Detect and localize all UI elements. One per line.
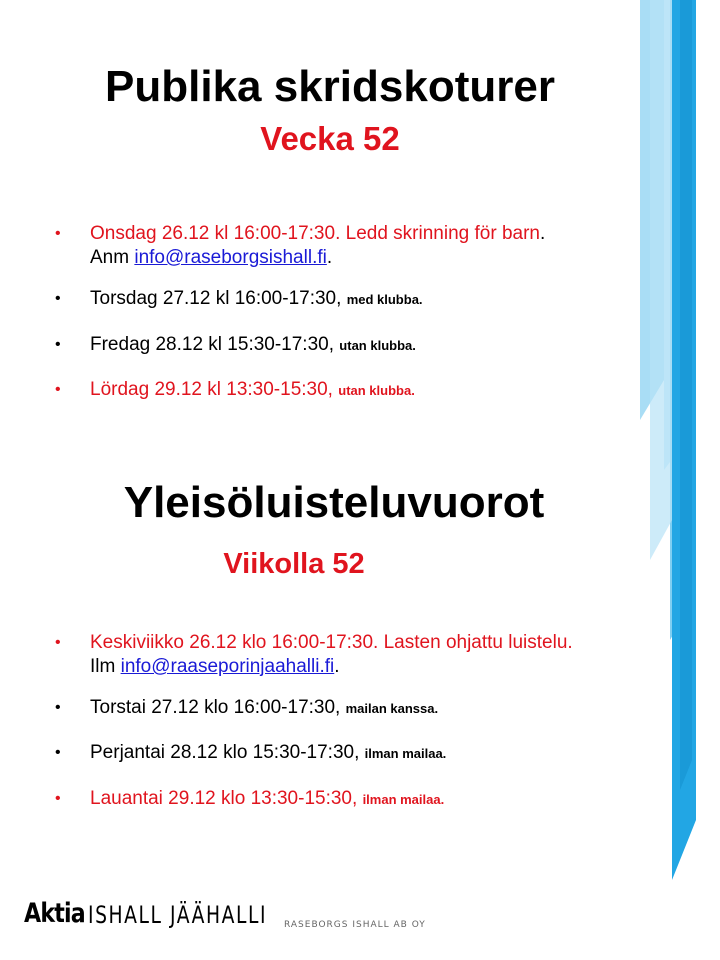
item-note: utan klubba. [338, 383, 415, 398]
company-name: RASEBORGS ISHALL AB OY [284, 920, 426, 930]
swedish-title: Publika skridskoturer [105, 62, 555, 111]
item-note: ilman mailaa. [364, 746, 447, 761]
bullet: • [55, 699, 61, 716]
item-prefix: Ilm [90, 656, 121, 677]
item-text: Lauantai 29.12 klo 13:30-15:30, [90, 788, 363, 809]
item-suffix: . [326, 247, 333, 268]
finnish-subtitle: Viikolla 52 [223, 548, 365, 580]
email-link[interactable]: info@raseborgsishall.fi [134, 247, 327, 268]
venue-name: ISHALL JÄÄHALLI [88, 901, 268, 929]
item-period: . [539, 223, 546, 244]
email-link[interactable]: info@raaseporinjaahalli.fi [120, 656, 335, 677]
bullet: • [55, 790, 61, 807]
item-note: mailan kanssa. [345, 701, 439, 716]
item-note: ilman mailaa. [362, 792, 445, 807]
bullet: • [55, 290, 61, 307]
finnish-title: Yleisöluisteluvuorot [123, 478, 545, 527]
swedish-subtitle: Vecka 52 [260, 120, 400, 157]
bullet: • [55, 381, 61, 398]
item-text: Perjantai 28.12 klo 15:30-17:30, [90, 742, 365, 763]
bullet: • [55, 744, 61, 761]
bullet: • [55, 336, 61, 353]
item-prefix: Anm [90, 247, 135, 268]
item-text: Torsdag 27.12 kl 16:00-17:30, [90, 288, 347, 309]
item-note: utan klubba. [339, 338, 416, 353]
item-text: Lördag 29.12 kl 13:30-15:30, [90, 379, 339, 400]
item-note: med klubba. [346, 292, 423, 307]
item-text: Torstai 27.12 klo 16:00-17:30, [90, 697, 346, 718]
item-text: Fredag 28.12 kl 15:30-17:30, [90, 334, 340, 355]
item-text: Onsdag 26.12 kl 16:00-17:30. Ledd skrinning för barn [90, 223, 540, 244]
item-text: Keskiviikko 26.12 klo 16:00-17:30. Lasten ohjattu luistelu. [90, 632, 573, 653]
bullet: • [55, 225, 61, 242]
item-suffix: . [334, 656, 340, 677]
brand-logo: Aktia [24, 898, 85, 929]
bullet: • [55, 634, 61, 651]
